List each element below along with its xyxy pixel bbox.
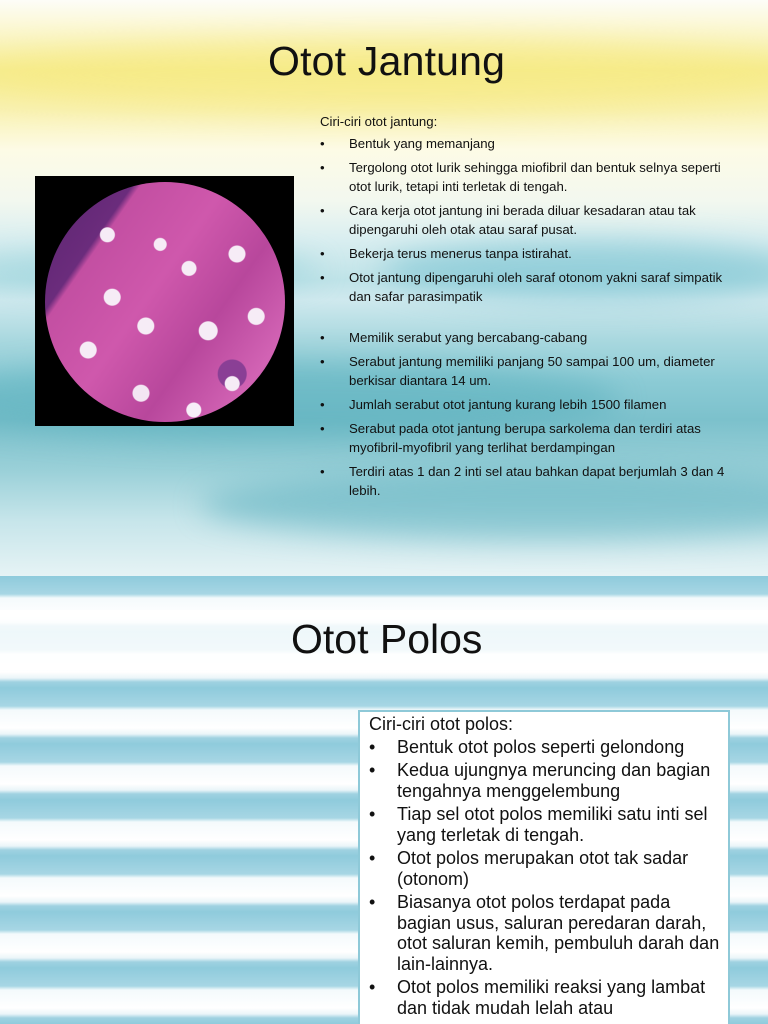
list-item: • Serabut jantung memiliki panjang 50 sampai 100 um, diameter berkisar diantara 14 um. — [320, 352, 740, 390]
list-item: • Cara kerja otot jantung ini berada diluar kesadaran atau tak dipengaruhi oleh otak atau saraf pusat. — [320, 201, 740, 239]
slide-title: Otot Jantung — [268, 38, 506, 84]
list-item: • Tergolong otot lurik sehingga miofibril dan bentuk selnya seperti otot lurik, tetapi inti terletak di tengah. — [320, 158, 740, 196]
list-item: • Bentuk otot polos seperti gelondong — [369, 737, 721, 758]
slide-title: Otot Polos — [291, 616, 483, 662]
list-item: • Otot polos memiliki reaksi yang lambat dan tidak mudah lelah atau — [369, 977, 721, 1018]
list-item: • Bentuk yang memanjang — [320, 134, 740, 153]
list-heading: Ciri-ciri otot polos: — [369, 714, 514, 734]
characteristics-list — [369, 714, 721, 1021]
list-item: • Memilik serabut yang bercabang-cabang — [320, 328, 740, 347]
list-heading: Ciri-ciri otot jantung: — [320, 114, 438, 129]
list-item: • Bekerja terus menerus tanpa istirahat. — [320, 244, 740, 263]
list-item: • Tiap sel otot polos memiliki satu inti sel yang terletak di tengah. — [369, 804, 721, 845]
list-item: • Terdiri atas 1 dan 2 inti sel atau bahkan dapat berjumlah 3 dan 4 lebih. — [320, 462, 740, 500]
microscope-view — [45, 182, 285, 422]
list-item: • Serabut pada otot jantung berupa sarkolema dan terdiri atas myofibril-myofibril yang terlihat berdampingan — [320, 419, 740, 457]
list-item: • Jumlah serabut otot jantung kurang lebih 1500 filamen — [320, 395, 740, 414]
characteristics-list — [320, 112, 740, 505]
list-item: • Kedua ujungnya meruncing dan bagian tengahnya menggelembung — [369, 760, 721, 801]
slide-otot-polos — [0, 576, 768, 1024]
cardiac-muscle-micrograph — [35, 176, 294, 426]
list-item: • Otot jantung dipengaruhi oleh saraf otonom yakni saraf simpatik dan safar parasimpatik — [320, 268, 740, 306]
list-item: • Otot polos merupakan otot tak sadar (otonom) — [369, 848, 721, 889]
list-item: • Biasanya otot polos terdapat pada bagian usus, saluran peredaran darah, otot saluran kemih, pembuluh darah dan lain-lainnya. — [369, 892, 721, 974]
